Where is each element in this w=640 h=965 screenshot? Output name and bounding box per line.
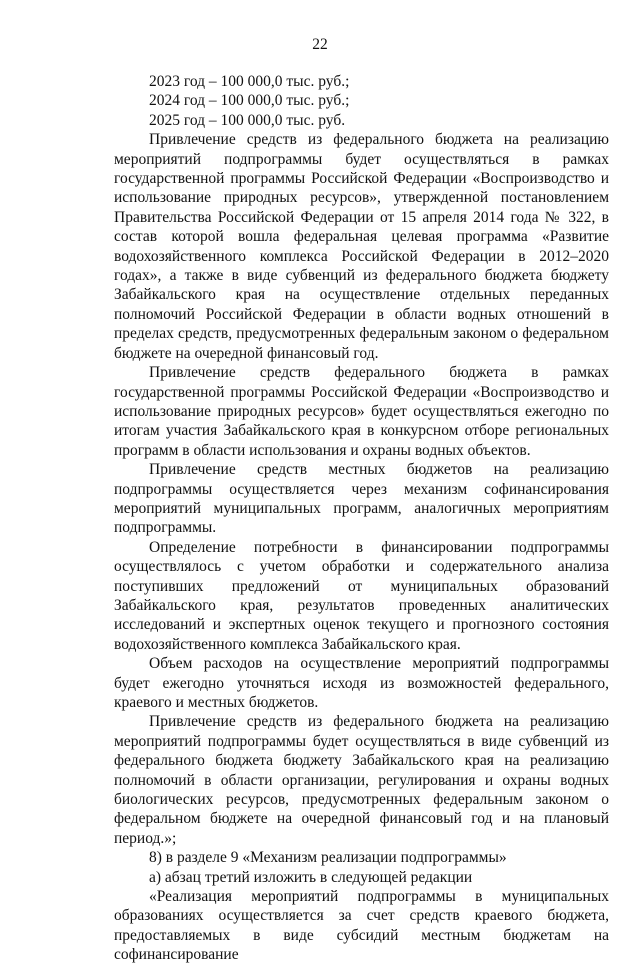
budget-line-2024: 2024 год – 100 000,0 тыс. руб.; [149,92,350,110]
paragraph-federal-program: Привлечение средств из федерального бюджета на реализацию мероприятий подпрограммы будет осуществляться в рамках государственной программы Российской Федерации «Воспроизводство и использование природных ресурсов», утвержденной постановлением Правительства Российской Федерации от 15 апреля 2014 года № 322, в состав которой вошла федеральная целевая программа «Развитие водохозяйственного комплекса Российской Федерации в 2012–2020 годах», а также в виде субвенций из федерального бюджета бюджету Забайкальского края на осуществление отдельных переданных полномочий Российской Федерации в области водных отношений в пределах средств, предусмотренных федеральным законом о федеральном бюджете на очередной финансовый год. [114,131,609,362]
paragraph-local-budgets: Привлечение средств местных бюджетов на реализацию подпрограммы осуществляется через механизм софинансирования мероприятий муниципальных программ, аналогичных мероприятиям подпрограммы. [114,461,609,537]
paragraph-federal-subventions: Привлечение средств из федерального бюджета на реализацию мероприятий подпрограммы будет осуществляться в виде субвенций из федерального бюджета бюджету Забайкальского края на реализацию полномочий в области организации, регулирования и охраны водных биологических ресурсов, предусмотренных федеральным законом о федеральном бюджете на очередной финансовый год и на плановый период.»; [114,713,609,847]
paragraph-amendment-a: а) абзац третий изложить в следующей редакции [149,868,473,886]
paragraph-implementation: «Реализация мероприятий подпрограммы в муниципальных образованиях осуществляется за счет средств краевого бюджета, предоставляемых в виде субсидий местным бюджетам на софинансирование [114,888,609,964]
paragraph-expense-volume: Объем расходов на осуществление мероприятий подпрограммы будет ежегодно уточняться исходя из возможностей федерального, краевого и местных бюджетов. [114,655,609,711]
budget-line-2025: 2025 год – 100 000,0 тыс. руб. [149,111,346,129]
paragraph-funding-needs: Определение потребности в финансировании подпрограммы осуществлялось с учетом обработки и содержательного анализа поступивших предложений от муниципальных образований Забайкальского края, результатов проведенных аналитических исследований и экспертных оценок текущего и прогнозного состояния водохозяйственного комплекса Забайкальского края. [114,538,609,653]
page-number: 22 [312,36,328,53]
paragraph-section-9: 8) в разделе 9 «Механизм реализации подпрограммы» [149,849,507,867]
budget-line-2023: 2023 год – 100 000,0 тыс. руб.; [149,73,350,90]
paragraph-federal-competition: Привлечение средств федерального бюджета в рамках государственной программы Российской Федерации «Воспроизводство и использование природных ресурсов» будет осуществляться ежегодно по итогам участия Забайкальского края в конкурсном отборе региональных программ в области использования и охраны водных объектов. [114,364,609,459]
document-body [114,72,609,965]
